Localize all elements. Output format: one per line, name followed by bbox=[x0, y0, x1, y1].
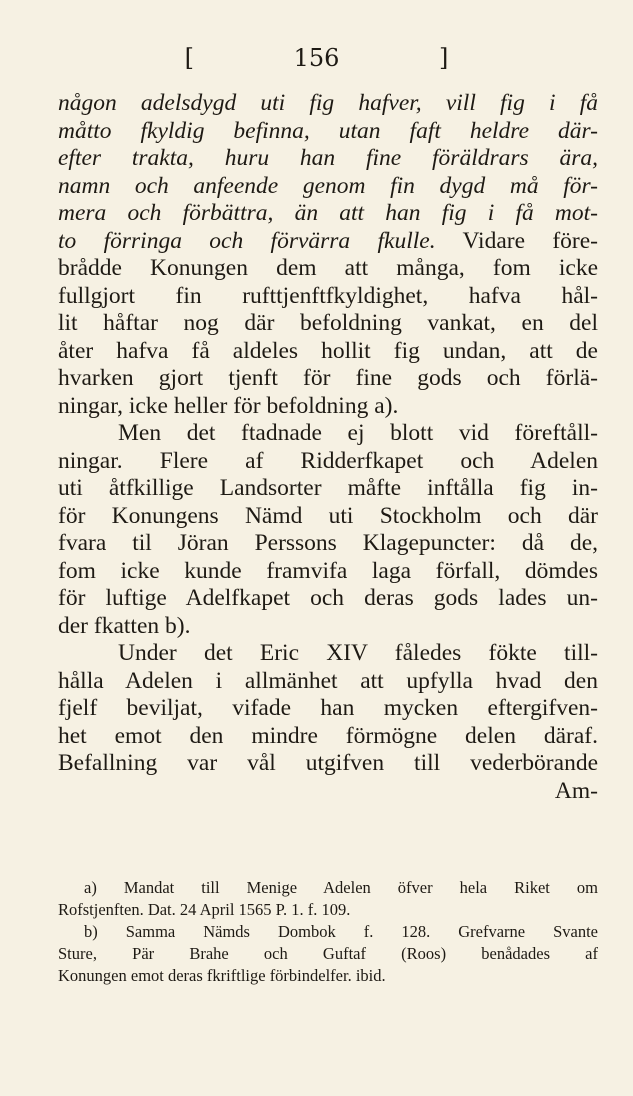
page-header bbox=[0, 44, 633, 72]
text-line bbox=[58, 283, 598, 311]
text-line bbox=[58, 90, 598, 118]
text-line-content: Am- bbox=[554, 777, 598, 804]
text-line bbox=[58, 420, 598, 448]
text-line-rest: Vidare före- bbox=[435, 227, 599, 254]
text-line-content: efter trakta, huru han fine föräldrars ära, bbox=[58, 145, 598, 171]
text-line-content: der fkatten b). bbox=[58, 612, 191, 639]
text-line bbox=[58, 255, 598, 283]
text-line-content: to förringa och förvärra fkulle. bbox=[58, 227, 436, 254]
text-line bbox=[58, 668, 598, 696]
footnote-line: Rofstjenften. Dat. 24 April 1565 P. 1. f. 109. bbox=[58, 900, 351, 919]
footnote-line: Konungen emot deras fkriftlige förbindelfer. ibid. bbox=[58, 966, 386, 985]
text-line bbox=[58, 530, 598, 558]
text-line-content: någon adelsdygd uti fig hafver, vill fig i få bbox=[58, 90, 598, 116]
text-line-content: het emot den mindre förmögne delen däraf. bbox=[58, 722, 598, 749]
text-line-content: hålla Adelen i allmänhet att upfylla hvad den bbox=[58, 667, 598, 694]
text-line bbox=[58, 448, 598, 476]
text-line-content: ningar. Flere af Ridderfkapet och Adelen bbox=[58, 447, 598, 474]
text-line-content: fvara til Jöran Perssons Klagepuncter: då de, bbox=[58, 530, 598, 556]
text-line bbox=[58, 558, 598, 586]
text-line bbox=[58, 640, 598, 668]
text-line bbox=[58, 393, 598, 421]
text-line bbox=[58, 778, 598, 806]
text-line-content: lit håftar nog där befoldning vankat, en del bbox=[58, 310, 598, 336]
text-line bbox=[58, 503, 598, 531]
text-line-content: Under det Eric XIV fåledes fökte till- bbox=[118, 640, 598, 666]
page-number: 156 bbox=[293, 44, 340, 72]
text-line-content: fjelf beviljat, vifade han mycken eftergifven- bbox=[58, 695, 598, 721]
text-line-content: hvarken gjort tjenft för fine gods och förlä- bbox=[58, 365, 598, 391]
text-line bbox=[58, 310, 598, 338]
text-line-content: för luftige Adelfkapet och deras gods lades un- bbox=[58, 585, 598, 611]
text-line-content: mera och förbättra, än att han fig i få mot- bbox=[58, 200, 598, 226]
text-line bbox=[58, 585, 598, 613]
text-line bbox=[58, 613, 598, 641]
text-line bbox=[58, 145, 598, 173]
text-line bbox=[58, 118, 598, 146]
text-line bbox=[58, 173, 598, 201]
text-line-content: fullgjort fin rufttjenftfkyldighet, hafva hål- bbox=[58, 282, 598, 309]
text-line bbox=[58, 338, 598, 366]
text-line-content: åter hafva få aldeles hollit fig undan, att de bbox=[58, 337, 598, 364]
footnote-line: Sture, Pär Brahe och Guftaf (Roos) benådades af bbox=[58, 944, 598, 963]
text-line-content: namn och anfeende genom fin dygd må för- bbox=[58, 172, 598, 199]
text-line bbox=[58, 750, 598, 778]
footnote-line: b) Samma Nämds Dombok f. 128. Grefvarne Svante bbox=[84, 922, 598, 941]
text-line-content: brådde Konungen dem att många, fom icke bbox=[58, 255, 598, 281]
text-line bbox=[58, 723, 598, 751]
text-line bbox=[58, 695, 598, 723]
text-line bbox=[58, 200, 598, 228]
text-line-content: ningar, icke heller för befoldning a). bbox=[58, 392, 399, 419]
body-text bbox=[58, 90, 598, 805]
text-line bbox=[58, 228, 598, 256]
text-line-content: Men det ftadnade ej blott vid föreftåll- bbox=[118, 420, 598, 446]
text-line-content: för Konungens Nämd uti Stockholm och där bbox=[58, 502, 598, 529]
text-line bbox=[58, 365, 598, 393]
bracket-left: [ bbox=[184, 44, 194, 72]
text-line-content: Befallning var vål utgifven till vederbörande bbox=[58, 750, 598, 776]
bracket-right: ] bbox=[439, 44, 449, 72]
text-line-content: fom icke kunde framvifa laga förfall, dömdes bbox=[58, 557, 598, 584]
text-line-content: måtto fkyldig befinna, utan faft heldre där- bbox=[58, 117, 598, 144]
footnotes bbox=[58, 877, 598, 987]
footnote-line: a) Mandat till Menige Adelen öfver hela Riket om bbox=[84, 878, 598, 897]
text-line-content: uti åtfkillige Landsorter måfte inftålla fig in- bbox=[58, 475, 598, 501]
text-line bbox=[58, 475, 598, 503]
